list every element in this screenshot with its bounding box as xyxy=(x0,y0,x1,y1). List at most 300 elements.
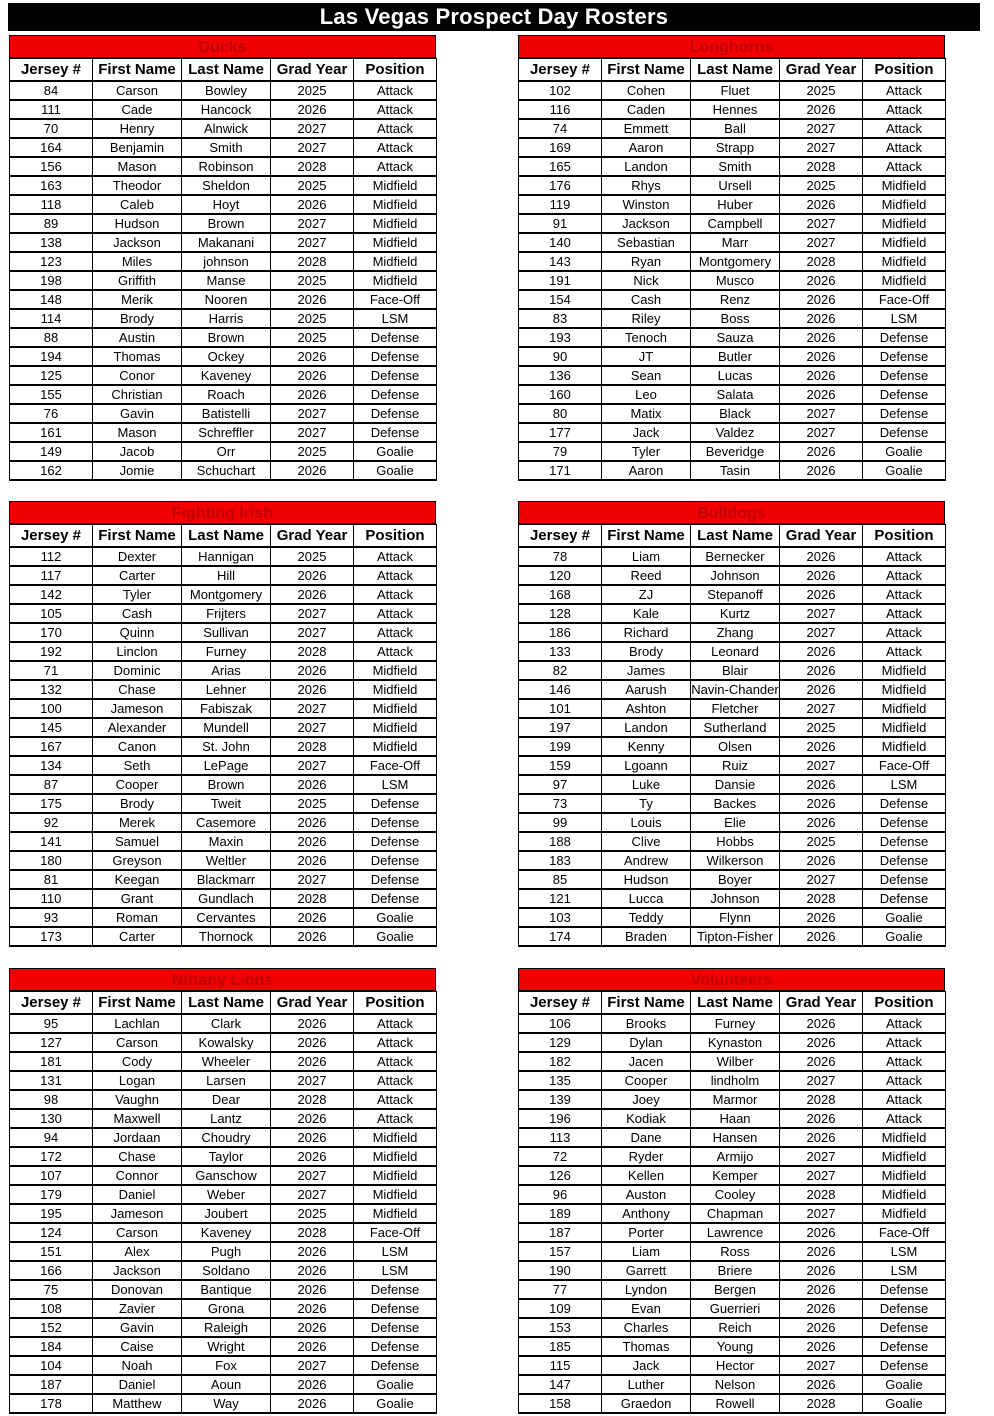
table-cell: Jomie xyxy=(93,461,182,480)
table-cell: 2027 xyxy=(780,604,863,623)
table-cell: Chase xyxy=(93,680,182,699)
table-cell: Salata xyxy=(691,385,780,404)
table-row xyxy=(519,176,946,195)
table-cell: 2026 xyxy=(271,100,354,119)
table-row xyxy=(519,1261,946,1280)
table-cell: Midfield xyxy=(863,1166,946,1185)
column-header: Grad Year xyxy=(271,525,354,548)
column-header: Grad Year xyxy=(780,59,863,82)
table-cell: Brown xyxy=(182,775,271,794)
table-cell: LSM xyxy=(354,309,437,328)
table-cell: Attack xyxy=(863,100,946,119)
table-cell: 2026 xyxy=(271,1375,354,1394)
table-cell: 138 xyxy=(10,233,93,252)
table-cell: Attack xyxy=(863,1090,946,1109)
roster-table xyxy=(9,991,437,1414)
table-cell: Attack xyxy=(863,157,946,176)
table-cell: 106 xyxy=(519,1014,602,1033)
table-cell: 169 xyxy=(519,138,602,157)
table-cell: Midfield xyxy=(354,271,437,290)
table-cell: Schreffler xyxy=(182,423,271,442)
table-cell: Boss xyxy=(691,309,780,328)
table-row xyxy=(10,1375,437,1394)
table-row xyxy=(519,119,946,138)
table-cell: Midfield xyxy=(354,1204,437,1223)
table-cell: 2026 xyxy=(780,1242,863,1261)
table-cell: 2025 xyxy=(271,1204,354,1223)
table-row xyxy=(519,252,946,271)
table-cell: Defense xyxy=(354,366,437,385)
table-cell: 154 xyxy=(519,290,602,309)
table-cell: 2026 xyxy=(271,1109,354,1128)
table-cell: Bergen xyxy=(691,1280,780,1299)
table-cell: Face-Off xyxy=(863,1223,946,1242)
table-cell: Furney xyxy=(182,642,271,661)
table-cell: Attack xyxy=(863,1052,946,1071)
table-cell: 183 xyxy=(519,851,602,870)
table-cell: Hannigan xyxy=(182,547,271,566)
table-cell: 103 xyxy=(519,908,602,927)
table-cell: 149 xyxy=(10,442,93,461)
table-cell: Cash xyxy=(93,604,182,623)
table-cell: Midfield xyxy=(863,176,946,195)
table-cell: Goalie xyxy=(354,461,437,480)
table-cell: 2026 xyxy=(780,851,863,870)
team-name: Fighting Irish xyxy=(9,501,436,524)
column-header: Jersey # xyxy=(10,59,93,82)
table-row xyxy=(10,1071,437,1090)
table-cell: Blair xyxy=(691,661,780,680)
table-row xyxy=(10,1128,437,1147)
table-cell: Jacob xyxy=(93,442,182,461)
table-row xyxy=(10,585,437,604)
table-cell: Benjamin xyxy=(93,138,182,157)
table-cell: Garrett xyxy=(602,1261,691,1280)
table-cell: 130 xyxy=(10,1109,93,1128)
table-cell: 2027 xyxy=(271,233,354,252)
table-row xyxy=(519,1337,946,1356)
table-cell: 2027 xyxy=(271,119,354,138)
table-cell: Lgoann xyxy=(602,756,691,775)
table-cell: Dane xyxy=(602,1128,691,1147)
table-cell: Jameson xyxy=(93,1204,182,1223)
table-row xyxy=(10,290,437,309)
table-cell: 71 xyxy=(10,661,93,680)
table-cell: Tyler xyxy=(602,442,691,461)
table-cell: 113 xyxy=(519,1128,602,1147)
table-cell: 121 xyxy=(519,889,602,908)
table-cell: 116 xyxy=(519,100,602,119)
table-cell: Weber xyxy=(182,1185,271,1204)
table-cell: Defense xyxy=(354,423,437,442)
table-cell: 2026 xyxy=(780,347,863,366)
table-cell: Marmor xyxy=(691,1090,780,1109)
table-cell: Young xyxy=(691,1337,780,1356)
table-cell: Maxin xyxy=(182,832,271,851)
table-cell: 2026 xyxy=(780,290,863,309)
table-cell: Bernecker xyxy=(691,547,780,566)
table-cell: Tasin xyxy=(691,461,780,480)
table-cell: Johnson xyxy=(691,566,780,585)
table-cell: 2026 xyxy=(780,547,863,566)
table-cell: 160 xyxy=(519,385,602,404)
table-cell: 129 xyxy=(519,1033,602,1052)
table-row xyxy=(519,366,946,385)
table-cell: Greyson xyxy=(93,851,182,870)
table-cell: Attack xyxy=(354,1071,437,1090)
table-cell: Daniel xyxy=(93,1375,182,1394)
table-row xyxy=(10,81,437,100)
table-row xyxy=(519,385,946,404)
column-header: First Name xyxy=(602,525,691,548)
table-cell: 126 xyxy=(519,1166,602,1185)
table-cell: Defense xyxy=(354,404,437,423)
table-cell: 80 xyxy=(519,404,602,423)
table-row xyxy=(519,1242,946,1261)
table-cell: 92 xyxy=(10,813,93,832)
table-cell: Carter xyxy=(93,566,182,585)
table-cell: 2026 xyxy=(271,1318,354,1337)
table-row xyxy=(10,1109,437,1128)
table-cell: Face-Off xyxy=(354,756,437,775)
column-header: Jersey # xyxy=(10,992,93,1015)
table-cell: 73 xyxy=(519,794,602,813)
table-cell: Pugh xyxy=(182,1242,271,1261)
table-cell: Goalie xyxy=(354,442,437,461)
table-cell: 140 xyxy=(519,233,602,252)
column-header: Grad Year xyxy=(271,992,354,1015)
table-row xyxy=(519,1147,946,1166)
table-cell: Connor xyxy=(93,1166,182,1185)
table-row xyxy=(519,699,946,718)
table-row xyxy=(519,737,946,756)
table-cell: 2027 xyxy=(271,756,354,775)
table-cell: 2025 xyxy=(271,328,354,347)
table-cell: Midfield xyxy=(354,680,437,699)
table-cell: Haan xyxy=(691,1109,780,1128)
column-header: Position xyxy=(863,992,946,1015)
table-cell: Wheeler xyxy=(182,1052,271,1071)
table-cell: Defense xyxy=(354,328,437,347)
table-cell: 2026 xyxy=(780,1299,863,1318)
column-header: Grad Year xyxy=(780,525,863,548)
table-cell: Miles xyxy=(93,252,182,271)
table-cell: 2027 xyxy=(271,870,354,889)
table-cell: Hancock xyxy=(182,100,271,119)
table-cell: 2027 xyxy=(271,623,354,642)
column-header: First Name xyxy=(602,59,691,82)
table-cell: Nooren xyxy=(182,290,271,309)
table-cell: Defense xyxy=(863,870,946,889)
table-cell: 2025 xyxy=(780,832,863,851)
table-cell: 2025 xyxy=(271,547,354,566)
table-cell: Defense xyxy=(354,385,437,404)
table-cell: 2026 xyxy=(271,195,354,214)
table-cell: 88 xyxy=(10,328,93,347)
header-row xyxy=(519,992,946,1015)
table-cell: Leo xyxy=(602,385,691,404)
table-cell: Defense xyxy=(863,813,946,832)
table-cell: 2027 xyxy=(271,1071,354,1090)
table-cell: Riley xyxy=(602,309,691,328)
table-row xyxy=(519,442,946,461)
table-cell: 2026 xyxy=(780,642,863,661)
table-cell: JT xyxy=(602,347,691,366)
table-cell: LSM xyxy=(863,309,946,328)
table-cell: 2026 xyxy=(271,775,354,794)
table-cell: Emmett xyxy=(602,119,691,138)
table-cell: Renz xyxy=(691,290,780,309)
table-cell: Carson xyxy=(93,81,182,100)
table-cell: Arias xyxy=(182,661,271,680)
table-row xyxy=(10,1242,437,1261)
table-cell: 131 xyxy=(10,1071,93,1090)
table-cell: Lyndon xyxy=(602,1280,691,1299)
table-cell: 147 xyxy=(519,1375,602,1394)
table-cell: Fluet xyxy=(691,81,780,100)
table-cell: Kellen xyxy=(602,1166,691,1185)
table-cell: Kynaston xyxy=(691,1033,780,1052)
table-cell: 2027 xyxy=(271,604,354,623)
table-row xyxy=(10,699,437,718)
table-cell: 141 xyxy=(10,832,93,851)
table-cell: Midfield xyxy=(354,1147,437,1166)
table-cell: 2027 xyxy=(780,1204,863,1223)
table-cell: 2028 xyxy=(780,1090,863,1109)
table-cell: 97 xyxy=(519,775,602,794)
table-cell: Braden xyxy=(602,927,691,946)
table-cell: Thomas xyxy=(93,347,182,366)
table-cell: LSM xyxy=(863,1242,946,1261)
table-cell: Huber xyxy=(691,195,780,214)
roster-table xyxy=(9,58,437,481)
table-cell: 2026 xyxy=(780,309,863,328)
table-cell: 2026 xyxy=(780,585,863,604)
table-cell: Dexter xyxy=(93,547,182,566)
table-cell: 175 xyxy=(10,794,93,813)
table-row xyxy=(10,1261,437,1280)
table-row xyxy=(519,756,946,775)
table-cell: Christian xyxy=(93,385,182,404)
table-cell: 2026 xyxy=(780,271,863,290)
table-cell: Midfield xyxy=(354,1166,437,1185)
table-cell: Hudson xyxy=(93,214,182,233)
table-row xyxy=(519,404,946,423)
table-cell: Attack xyxy=(863,547,946,566)
table-cell: Goalie xyxy=(354,927,437,946)
table-cell: Daniel xyxy=(93,1185,182,1204)
table-cell: 93 xyxy=(10,908,93,927)
table-row xyxy=(10,927,437,946)
table-cell: Defense xyxy=(863,794,946,813)
table-cell: Ursell xyxy=(691,176,780,195)
table-cell: 2026 xyxy=(271,1033,354,1052)
table-cell: Ryder xyxy=(602,1147,691,1166)
table-row xyxy=(10,271,437,290)
table-row xyxy=(10,737,437,756)
table-row xyxy=(519,347,946,366)
table-row xyxy=(10,423,437,442)
table-cell: 2027 xyxy=(780,1147,863,1166)
table-cell: 2028 xyxy=(780,889,863,908)
table-cell: Midfield xyxy=(354,195,437,214)
table-cell: 2026 xyxy=(780,1280,863,1299)
header-row xyxy=(519,525,946,548)
table-cell: 2026 xyxy=(780,1014,863,1033)
table-cell: Flynn xyxy=(691,908,780,927)
table-cell: Midfield xyxy=(863,680,946,699)
table-row xyxy=(519,832,946,851)
table-cell: Ganschow xyxy=(182,1166,271,1185)
table-cell: 2026 xyxy=(780,1052,863,1071)
table-cell: Hector xyxy=(691,1356,780,1375)
table-cell: Attack xyxy=(354,623,437,642)
table-row xyxy=(10,214,437,233)
column-header: Last Name xyxy=(182,59,271,82)
table-cell: Dominic xyxy=(93,661,182,680)
table-cell: Zhang xyxy=(691,623,780,642)
table-cell: Quinn xyxy=(93,623,182,642)
table-row xyxy=(10,1394,437,1413)
table-cell: 2027 xyxy=(780,1166,863,1185)
table-cell: 81 xyxy=(10,870,93,889)
table-cell: Ruiz xyxy=(691,756,780,775)
table-cell: Midfield xyxy=(863,661,946,680)
table-cell: Midfield xyxy=(863,271,946,290)
table-cell: 170 xyxy=(10,623,93,642)
table-cell: 125 xyxy=(10,366,93,385)
table-cell: Briere xyxy=(691,1261,780,1280)
table-cell: 2026 xyxy=(271,1299,354,1318)
table-cell: 85 xyxy=(519,870,602,889)
table-cell: Charles xyxy=(602,1318,691,1337)
table-cell: Mason xyxy=(93,157,182,176)
table-row xyxy=(10,1052,437,1071)
table-cell: 2027 xyxy=(271,718,354,737)
table-row xyxy=(10,1147,437,1166)
table-cell: 100 xyxy=(10,699,93,718)
table-cell: 2027 xyxy=(271,1166,354,1185)
table-cell: Face-Off xyxy=(863,756,946,775)
table-cell: 2027 xyxy=(271,423,354,442)
table-row xyxy=(10,794,437,813)
table-cell: Mundell xyxy=(182,718,271,737)
table-row xyxy=(519,328,946,347)
table-cell: 2026 xyxy=(271,680,354,699)
table-cell: 135 xyxy=(519,1071,602,1090)
table-row xyxy=(519,1204,946,1223)
table-cell: Midfield xyxy=(863,1185,946,1204)
table-cell: 115 xyxy=(519,1356,602,1375)
table-row xyxy=(10,1090,437,1109)
table-cell: 2025 xyxy=(271,309,354,328)
table-cell: Navin-Chander xyxy=(691,682,779,697)
table-cell: 2027 xyxy=(780,699,863,718)
table-row xyxy=(519,1299,946,1318)
roster-table xyxy=(518,58,946,481)
table-row xyxy=(10,1014,437,1033)
table-cell: Way xyxy=(182,1394,271,1413)
table-cell: Brody xyxy=(602,642,691,661)
table-cell: 133 xyxy=(519,642,602,661)
table-row xyxy=(10,119,437,138)
table-row xyxy=(10,138,437,157)
table-cell: Weltler xyxy=(182,851,271,870)
table-cell: Sebastian xyxy=(602,233,691,252)
table-cell: Goalie xyxy=(863,1375,946,1394)
table-row xyxy=(519,233,946,252)
table-cell: Defense xyxy=(863,851,946,870)
table-cell: 2028 xyxy=(271,252,354,271)
table-cell: Casemore xyxy=(182,813,271,832)
table-cell: 2027 xyxy=(780,119,863,138)
table-cell: 191 xyxy=(519,271,602,290)
table-cell: 74 xyxy=(519,119,602,138)
table-cell: Kale xyxy=(602,604,691,623)
table-cell: Matix xyxy=(602,404,691,423)
table-cell: Attack xyxy=(354,547,437,566)
table-cell: 2026 xyxy=(780,366,863,385)
column-header: Position xyxy=(863,525,946,548)
table-row xyxy=(519,1090,946,1109)
table-cell: Aaron xyxy=(602,138,691,157)
table-cell: 2026 xyxy=(780,461,863,480)
table-cell: Guerrieri xyxy=(691,1299,780,1318)
team-roster xyxy=(9,968,436,1414)
table-cell: Midfield xyxy=(863,1128,946,1147)
table-cell: 2026 xyxy=(780,442,863,461)
table-cell: Grant xyxy=(93,889,182,908)
table-cell: Reed xyxy=(602,566,691,585)
team-roster xyxy=(518,501,945,947)
table-row xyxy=(519,813,946,832)
table-cell: Harris xyxy=(182,309,271,328)
table-cell: Midfield xyxy=(354,176,437,195)
table-cell: Ashton xyxy=(602,699,691,718)
table-cell: 2028 xyxy=(271,1223,354,1242)
table-cell: 2026 xyxy=(271,566,354,585)
table-row xyxy=(519,1166,946,1185)
table-cell: 82 xyxy=(519,661,602,680)
table-cell: Smith xyxy=(691,157,780,176)
table-cell: Armijo xyxy=(691,1147,780,1166)
table-cell: 91 xyxy=(519,214,602,233)
table-cell: Fabiszak xyxy=(182,699,271,718)
table-cell: Leonard xyxy=(691,642,780,661)
table-cell: St. John xyxy=(182,737,271,756)
table-cell: Porter xyxy=(602,1223,691,1242)
table-cell: 2026 xyxy=(271,832,354,851)
table-cell: Defense xyxy=(863,347,946,366)
table-cell: Midfield xyxy=(863,195,946,214)
table-cell: Fox xyxy=(182,1356,271,1375)
table-cell: Attack xyxy=(863,138,946,157)
table-cell: 177 xyxy=(519,423,602,442)
table-cell: Merek xyxy=(93,813,182,832)
table-cell: Joubert xyxy=(182,1204,271,1223)
table-row xyxy=(519,547,946,566)
table-cell: Attack xyxy=(354,1033,437,1052)
table-cell: Anthony xyxy=(602,1204,691,1223)
table-cell: 70 xyxy=(10,119,93,138)
table-row xyxy=(519,1280,946,1299)
table-row xyxy=(10,176,437,195)
table-cell: Wright xyxy=(182,1337,271,1356)
table-cell: 124 xyxy=(10,1223,93,1242)
table-cell: Cade xyxy=(93,100,182,119)
table-cell: Canon xyxy=(93,737,182,756)
table-cell: 190 xyxy=(519,1261,602,1280)
